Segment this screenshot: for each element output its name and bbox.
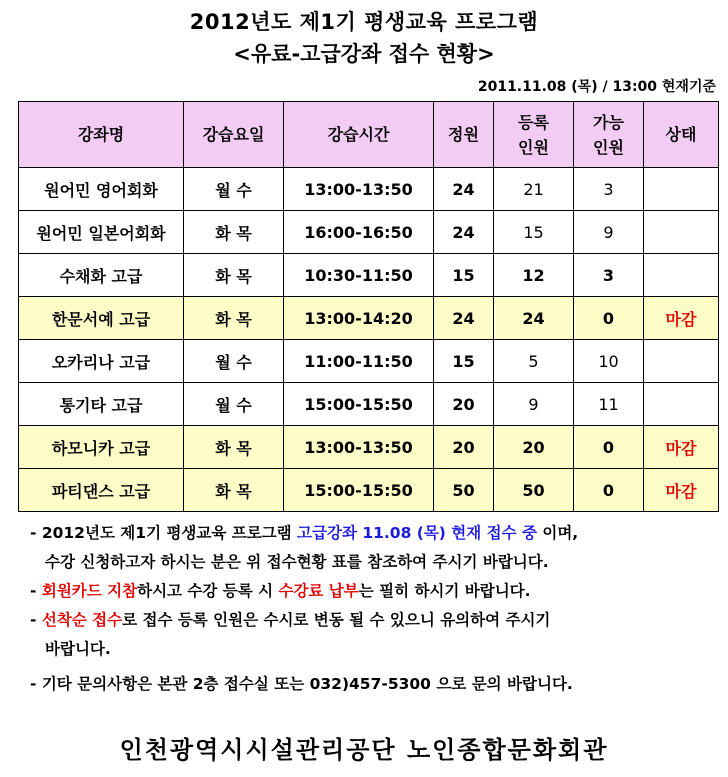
note-highlight: 고급강좌 11.08 (목) 현재 접수 중 <box>297 524 537 542</box>
cell-available: 3 <box>574 168 644 211</box>
table-row <box>19 340 719 383</box>
cell-status <box>644 254 719 297</box>
cell-available: 10 <box>574 340 644 383</box>
cell-capacity: 20 <box>434 426 494 469</box>
cell-registered: 24 <box>494 297 574 340</box>
col-header-registered: 등록 인원 <box>494 102 574 168</box>
note-text: - <box>30 611 42 629</box>
cell-capacity: 24 <box>434 211 494 254</box>
note-3 <box>30 606 720 635</box>
cell-available: 0 <box>574 297 644 340</box>
cell-days: 화 목 <box>184 211 284 254</box>
col-header-days: 강습요일 <box>184 102 284 168</box>
note-text: 하시고 수강 등록 시 <box>137 582 279 600</box>
note-4: - 기타 문의사항은 본관 2층 접수실 또는 032)457-5300 으로 문의 바랍니다. <box>30 675 573 693</box>
cell-days: 화 목 <box>184 469 284 512</box>
title-line2: <유료-고급강좌 접수 현황> <box>233 42 495 66</box>
note-highlight: 회원카드 지참 <box>41 582 138 600</box>
cell-days: 화 목 <box>184 254 284 297</box>
cell-days: 화 목 <box>184 297 284 340</box>
note-highlight: 선착순 접수 <box>41 611 123 629</box>
cell-capacity: 24 <box>434 297 494 340</box>
cell-capacity: 24 <box>434 168 494 211</box>
cell-time: 16:00-16:50 <box>284 211 434 254</box>
col-header-status: 상태 <box>644 102 719 168</box>
cell-course-name: 오카리나 고급 <box>19 340 184 383</box>
cell-time: 13:00-13:50 <box>284 168 434 211</box>
table-row <box>19 383 719 426</box>
cell-course-name: 원어민 영어회화 <box>19 168 184 211</box>
cell-time: 13:00-14:20 <box>284 297 434 340</box>
cell-capacity: 20 <box>434 383 494 426</box>
cell-registered: 5 <box>494 340 574 383</box>
note-highlight: 수강료 납부 <box>278 582 359 600</box>
footer-organization: 인천광역시시설관리공단 노인종합문화회관 <box>119 736 609 764</box>
cell-available: 3 <box>574 254 644 297</box>
cell-time: 13:00-13:50 <box>284 426 434 469</box>
col-header-available: 가능 인원 <box>574 102 644 168</box>
cell-course-name: 원어민 일본어회화 <box>19 211 184 254</box>
cell-available: 11 <box>574 383 644 426</box>
cell-status: 마감 <box>644 469 719 512</box>
cell-available: 0 <box>574 469 644 512</box>
cell-available: 9 <box>574 211 644 254</box>
cell-status <box>644 168 719 211</box>
as-of-date: 2011.11.08 (목) / 13:00 현재기준 <box>477 79 716 95</box>
cell-course-name: 하모니카 고급 <box>19 426 184 469</box>
col-header-capacity: 정원 <box>434 102 494 168</box>
cell-course-name: 파티댄스 고급 <box>19 469 184 512</box>
cell-days: 화 목 <box>184 426 284 469</box>
col-header-course: 강좌명 <box>19 102 184 168</box>
enrollment-table <box>18 101 719 512</box>
table-header-row <box>19 102 719 168</box>
table-row <box>19 469 719 512</box>
cell-registered: 9 <box>494 383 574 426</box>
cell-available: 0 <box>574 426 644 469</box>
table-row <box>19 297 719 340</box>
cell-time: 10:30-11:50 <box>284 254 434 297</box>
note-1-cont: 수강 신청하고자 하시는 분은 위 접수현황 표를 참조하여 주시기 바랍니다. <box>45 553 549 571</box>
note-3-cont: 바랍니다. <box>45 640 111 658</box>
cell-days: 월 수 <box>184 383 284 426</box>
table-row <box>19 168 719 211</box>
cell-registered: 15 <box>494 211 574 254</box>
col-header-time: 강습시간 <box>284 102 434 168</box>
title-line1: 2012년도 제1기 평생교육 프로그램 <box>189 10 539 34</box>
cell-time: 11:00-11:50 <box>284 340 434 383</box>
cell-course-name: 통기타 고급 <box>19 383 184 426</box>
cell-status <box>644 211 719 254</box>
cell-status: 마감 <box>644 297 719 340</box>
note-text: 로 접수 등록 인원은 수시로 변동 될 수 있으니 유의하여 주시기 <box>122 611 551 629</box>
cell-time: 15:00-15:50 <box>284 383 434 426</box>
cell-capacity: 15 <box>434 254 494 297</box>
cell-status <box>644 383 719 426</box>
note-1 <box>30 519 720 548</box>
cell-course-name: 수채화 고급 <box>19 254 184 297</box>
table-row <box>19 211 719 254</box>
table-row <box>19 254 719 297</box>
cell-status <box>644 340 719 383</box>
note-text: - <box>30 582 42 600</box>
note-text: - 2012년도 제1기 평생교육 프로그램 <box>30 524 298 542</box>
note-text: 는 필히 하시기 바랍니다. <box>358 582 531 600</box>
cell-time: 15:00-15:50 <box>284 469 434 512</box>
cell-registered: 50 <box>494 469 574 512</box>
cell-capacity: 15 <box>434 340 494 383</box>
cell-days: 월 수 <box>184 168 284 211</box>
notes <box>30 519 720 699</box>
note-2 <box>30 577 720 606</box>
cell-course-name: 한문서예 고급 <box>19 297 184 340</box>
note-text: 이며, <box>536 524 579 542</box>
table-row <box>19 426 719 469</box>
cell-status: 마감 <box>644 426 719 469</box>
cell-registered: 20 <box>494 426 574 469</box>
cell-capacity: 50 <box>434 469 494 512</box>
cell-days: 월 수 <box>184 340 284 383</box>
cell-registered: 21 <box>494 168 574 211</box>
cell-registered: 12 <box>494 254 574 297</box>
